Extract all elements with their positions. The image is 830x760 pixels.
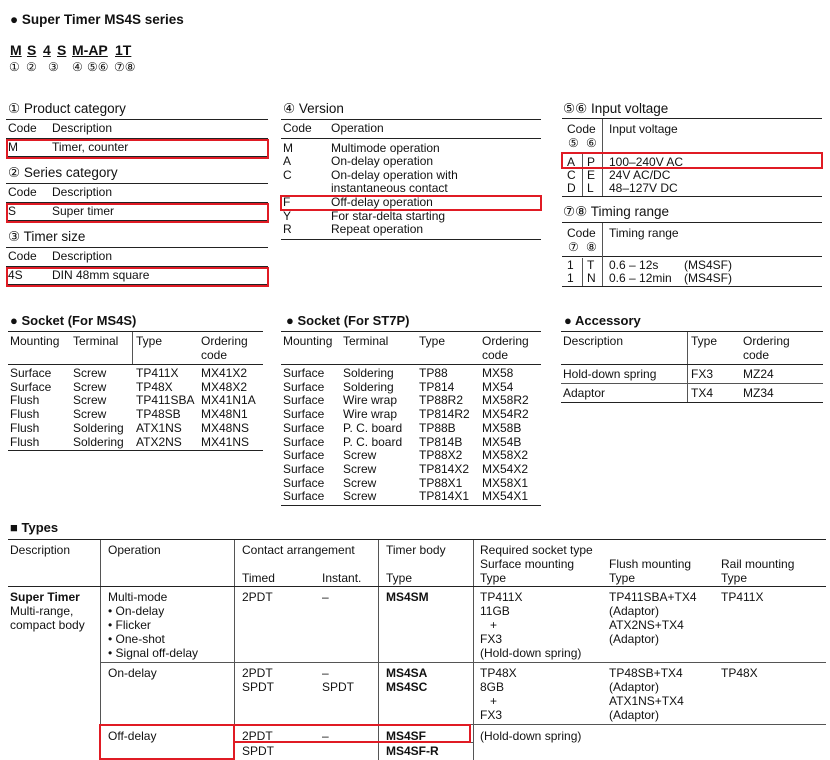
instant-cell: –	[322, 729, 329, 743]
ordering-code-cell: MX48X2	[201, 379, 248, 394]
timer-size-table	[6, 247, 268, 285]
operation-cell: Multimode operation	[331, 140, 440, 155]
page-title	[10, 12, 184, 27]
model-cell: (MS4SF)	[684, 258, 732, 272]
header-operation: Operation	[108, 543, 161, 557]
rule	[562, 286, 822, 287]
type-cell: TP814R2	[419, 407, 470, 422]
types-title	[10, 520, 58, 535]
type-cell: TP88R2	[419, 393, 464, 408]
rule	[561, 331, 823, 332]
bullet-icon: ●	[10, 12, 19, 27]
rule	[8, 331, 263, 332]
code-letter: S	[27, 42, 37, 58]
mounting-cell: Surface	[283, 448, 325, 463]
header-description: Description	[10, 543, 71, 557]
code-cell: 1	[567, 258, 574, 272]
ordering-code-cell: MX58X1	[482, 475, 529, 490]
description-cell: Super timer	[50, 202, 268, 221]
code-cell: P	[587, 155, 596, 169]
description-cell: DIN 48mm square	[50, 266, 268, 285]
divider	[582, 258, 583, 286]
type-cell: ATX1NS	[136, 420, 182, 435]
mounting-cell: Surface	[283, 393, 325, 408]
header-code: Code	[6, 184, 50, 203]
header-code: Code	[6, 120, 50, 139]
mounting-cell: Surface	[283, 379, 325, 394]
socket-ms4s-title	[10, 313, 136, 328]
code-cell	[281, 182, 329, 196]
divider	[234, 540, 235, 760]
terminal-cell: Screw	[343, 489, 377, 504]
accessory-code: MZ24	[743, 367, 774, 381]
terminal-cell: Screw	[73, 407, 107, 422]
divider	[100, 540, 101, 760]
ordering-code-cell: MX41N1A	[201, 393, 256, 408]
header-type: Type	[721, 571, 748, 585]
terminal-cell: Screw	[73, 379, 107, 394]
rule	[562, 152, 822, 153]
surface-cell: +	[490, 618, 498, 632]
code-cell: L	[587, 181, 594, 195]
header-timed: Timed	[242, 571, 275, 585]
version-title: ④ Version	[283, 101, 344, 116]
code-cell: M	[6, 138, 50, 157]
type-cell: TP814B	[419, 434, 463, 449]
divider	[687, 332, 688, 402]
flush-cell: TP48SB+TX4	[609, 666, 683, 680]
code-cell: D	[567, 181, 576, 195]
header-type: Type	[136, 334, 163, 348]
header-flush: Flush mounting	[609, 557, 692, 571]
header-operation: Operation	[329, 120, 541, 139]
accessory-code: MZ34	[743, 386, 774, 400]
timed-cell: SPDT	[242, 744, 275, 758]
flush-cell: TP411SBA+TX4	[609, 590, 697, 604]
code-cell: 4S	[6, 266, 50, 285]
rule	[562, 118, 822, 119]
terminal-cell: Soldering	[73, 420, 124, 435]
terminal-cell: Screw	[73, 393, 107, 408]
header-terminal: Terminal	[343, 334, 389, 348]
rule	[8, 586, 826, 587]
header-surface: Surface mounting	[480, 557, 575, 571]
ordering-code-cell: MX54R2	[482, 407, 529, 422]
code-cell: C	[567, 168, 576, 182]
ordering-code-cell: MX58	[482, 366, 514, 380]
rule	[281, 364, 541, 365]
operation-cell: Multi-mode	[108, 590, 168, 604]
surface-cell: (Hold-down spring)	[480, 729, 582, 743]
mounting-cell: Surface	[283, 461, 325, 476]
code-letter: M-AP	[72, 42, 108, 58]
surface-cell: TP411X	[480, 590, 523, 604]
header-description: Description	[50, 184, 268, 203]
terminal-cell: Screw	[73, 366, 107, 380]
mounting-cell: Flush	[10, 407, 40, 422]
operation-cell: Off-delay operation	[331, 194, 433, 209]
rule	[562, 222, 822, 223]
accessory-title	[564, 313, 641, 328]
code-letter: S	[57, 42, 67, 58]
terminal-cell: Screw	[343, 461, 377, 476]
flush-cell: (Adaptor)	[609, 604, 660, 618]
mounting-cell: Surface	[283, 434, 325, 449]
timer-type-cell: MS4SF-R	[386, 744, 439, 758]
accessory-type: FX3	[691, 367, 714, 381]
product-category-title: ① Product category	[8, 101, 126, 116]
surface-cell: FX3	[480, 708, 503, 722]
code-cell: T	[587, 258, 595, 272]
header-timer-body: Timer body	[386, 543, 446, 557]
flush-cell: ATX1NS+TX4	[609, 694, 684, 708]
timed-cell: 2PDT	[242, 590, 273, 604]
voltage-cell: 100–240V AC	[609, 155, 684, 169]
type-cell: TP88X1	[419, 475, 463, 490]
ordering-code	[0, 42, 200, 60]
code-letter: 4	[43, 42, 51, 58]
rule	[8, 450, 263, 451]
code-cell: A	[283, 154, 292, 169]
header-mounting: Mounting	[10, 334, 60, 348]
type-cell: TP814X1	[419, 489, 470, 504]
code-cell: E	[587, 168, 596, 182]
operation-cell: Off-delay	[108, 729, 157, 743]
type-cell: TP88B	[419, 420, 456, 435]
operation-cell: • Signal off-delay	[108, 646, 199, 660]
series-category-table	[6, 183, 268, 221]
timed-cell: 2PDT	[242, 729, 273, 743]
surface-cell: TP48X	[480, 666, 517, 680]
instant-cell: –	[322, 666, 329, 680]
highlight-box	[561, 152, 823, 169]
code-letter: 1T	[115, 42, 132, 58]
header-ordering: Ordering	[482, 334, 529, 348]
series-desc: Multi-range,	[10, 604, 74, 618]
input-voltage-title: ⑤⑥ Input voltage	[563, 101, 669, 116]
socket-st7p-title	[286, 313, 409, 328]
code-cell: A	[567, 155, 576, 169]
type-cell: TP814	[419, 379, 455, 394]
socket-ms4s-title-text: Socket (For MS4S)	[21, 313, 137, 328]
divider	[602, 119, 603, 196]
terminal-cell: P. C. board	[343, 420, 403, 435]
code-cell: Y	[283, 208, 292, 223]
code-cell: F	[283, 194, 291, 209]
mounting-cell: Flush	[10, 434, 40, 449]
subheader: ⑥	[586, 136, 597, 150]
header-code: Code	[281, 120, 329, 139]
rail-cell: TP411X	[721, 590, 764, 604]
terminal-cell: Soldering	[73, 434, 124, 449]
header-code: code	[201, 348, 228, 362]
series-category-title: ② Series category	[8, 165, 118, 180]
bullet-icon: ●	[10, 313, 18, 328]
header-rail: Rail mounting	[721, 557, 795, 571]
header-mounting: Mounting	[283, 334, 333, 348]
rule	[100, 724, 826, 725]
surface-cell: 8GB	[480, 680, 505, 694]
bullet-icon: ●	[564, 313, 572, 328]
operation-cell: On-delay	[108, 666, 157, 680]
timer-type-cell: MS4SC	[386, 680, 428, 694]
mounting-cell: Surface	[10, 379, 52, 394]
terminal-cell: P. C. board	[343, 434, 403, 449]
terminal-cell: Soldering	[343, 379, 394, 394]
rule	[234, 742, 473, 743]
mounting-cell: Surface	[283, 407, 325, 422]
version-table	[281, 119, 541, 240]
mounting-cell: Flush	[10, 393, 40, 408]
type-cell: TP88	[419, 366, 448, 380]
types-title-text: Types	[21, 520, 59, 535]
header-code: Code	[567, 226, 596, 240]
ordering-code-cell: MX41X2	[201, 366, 248, 380]
type-cell: TP411SBA	[136, 393, 195, 408]
operation-cell: instantaneous contact	[331, 181, 448, 196]
mounting-cell: Surface	[283, 489, 325, 504]
surface-cell: (Hold-down spring)	[480, 646, 582, 660]
divider	[602, 223, 603, 286]
timer-type-cell: MS4SF	[386, 729, 427, 743]
square-bullet-icon: ■	[10, 520, 18, 535]
header-type: Type	[691, 334, 718, 348]
terminal-cell: Wire wrap	[343, 407, 398, 422]
code-number: ④	[72, 60, 83, 74]
subheader: ⑤	[568, 136, 579, 150]
accessory-type: TX4	[691, 386, 714, 400]
code-number: ⑦⑧	[114, 60, 136, 74]
header-input-voltage: Input voltage	[609, 122, 678, 136]
header-timing-range: Timing range	[609, 226, 679, 240]
code-cell: N	[587, 271, 596, 285]
ordering-code-cell: MX58B	[482, 420, 522, 435]
code-number: ①	[9, 60, 20, 74]
type-cell: TP814X2	[419, 461, 470, 476]
timer-size-title: ③ Timer size	[8, 229, 86, 244]
ordering-code-cell: MX54B	[482, 434, 522, 449]
header-code: code	[482, 348, 509, 362]
ordering-code-cell: MX58X2	[482, 448, 529, 463]
code-letter: M	[10, 42, 22, 58]
header-contact: Contact arrangement	[242, 543, 355, 557]
bullet-icon: ●	[286, 313, 294, 328]
flush-cell: (Adaptor)	[609, 680, 660, 694]
mounting-cell: Surface	[283, 475, 325, 490]
operation-cell: On-delay operation	[331, 154, 434, 169]
subheader: ⑦	[568, 240, 579, 254]
code-number: ⑤⑥	[87, 60, 109, 74]
surface-cell: +	[490, 694, 498, 708]
timed-cell: 2PDT	[242, 666, 273, 680]
rule	[281, 505, 541, 506]
voltage-cell: 48–127V DC	[609, 181, 678, 195]
rule	[561, 364, 823, 365]
timing-range-title: ⑦⑧ Timing range	[563, 204, 669, 219]
socket-st7p-title-text: Socket (For ST7P)	[297, 313, 410, 328]
header-description: Description	[50, 120, 268, 139]
accessory-title-text: Accessory	[575, 313, 641, 328]
mounting-cell: Surface	[283, 420, 325, 435]
divider	[582, 154, 583, 196]
code-cell: R	[281, 223, 329, 239]
rule	[561, 383, 823, 384]
flush-cell: (Adaptor)	[609, 708, 660, 722]
subheader: ⑧	[586, 240, 597, 254]
divider	[473, 540, 474, 760]
rule	[561, 402, 823, 403]
rule	[562, 196, 822, 197]
header-type: Type	[419, 334, 446, 348]
model-cell: (MS4SF)	[684, 271, 732, 285]
header-description: Description	[50, 248, 268, 267]
rule	[562, 256, 822, 257]
rule	[100, 662, 826, 663]
timing-cell: 0.6 – 12s	[609, 258, 659, 272]
operation-cell: For star-delta starting	[331, 208, 446, 223]
rule	[8, 364, 263, 365]
code-cell: C	[283, 167, 292, 182]
mounting-cell: Surface	[283, 366, 325, 380]
divider	[132, 332, 133, 364]
terminal-cell: Wire wrap	[343, 393, 398, 408]
ordering-code-numbers	[0, 60, 200, 76]
type-cell: TP88X2	[419, 448, 463, 463]
operation-cell: On-delay operation with	[331, 167, 458, 182]
timing-cell: 0.6 – 12min	[609, 271, 672, 285]
operation-cell: Repeat operation	[329, 223, 541, 239]
flush-cell: (Adaptor)	[609, 632, 660, 646]
instant-cell: SPDT	[322, 680, 355, 694]
divider	[378, 540, 379, 760]
code-cell: 1	[567, 271, 574, 285]
mounting-cell: Flush	[10, 420, 40, 435]
code-number: ②	[26, 60, 37, 74]
operation-cell: • On-delay	[108, 604, 165, 618]
flush-cell: ATX2NS+TX4	[609, 618, 684, 632]
voltage-cell: 24V AC/DC	[609, 168, 671, 182]
header-code: Code	[6, 248, 50, 267]
accessory-description: Adaptor	[563, 386, 606, 400]
accessory-description: Hold-down spring	[563, 367, 657, 381]
code-cell: S	[6, 202, 50, 221]
terminal-cell: Screw	[343, 448, 377, 463]
code-cell: M	[283, 140, 293, 155]
code-number: ③	[48, 60, 59, 74]
series-name: Super Timer	[10, 590, 80, 604]
operation-cell: • Flicker	[108, 618, 151, 632]
header-terminal: Terminal	[73, 334, 119, 348]
header-ordering: Ordering	[201, 334, 248, 348]
type-cell: TP411X	[136, 366, 179, 380]
header-type: Type	[386, 571, 413, 585]
series-desc: compact body	[10, 618, 85, 632]
rail-cell: TP48X	[721, 666, 758, 680]
ordering-code-cell: MX54X2	[482, 461, 529, 476]
header-instant: Instant.	[322, 571, 362, 585]
type-cell: TP48X	[136, 379, 173, 394]
type-cell: TP48SB	[136, 407, 181, 422]
timer-type-cell: MS4SA	[386, 666, 428, 680]
ordering-code-cell: MX54	[482, 379, 514, 394]
timed-cell: SPDT	[242, 680, 275, 694]
rule	[281, 331, 541, 332]
title-text: Super Timer MS4S series	[21, 12, 184, 27]
header-ordering: Ordering	[743, 334, 790, 348]
header-code: code	[743, 348, 770, 362]
header-code: Code	[567, 122, 596, 136]
instant-cell: –	[322, 590, 329, 604]
mounting-cell: Surface	[10, 366, 52, 380]
surface-cell: FX3	[480, 632, 503, 646]
header-description: Description	[563, 334, 624, 348]
terminal-cell: Screw	[343, 475, 377, 490]
terminal-cell: Soldering	[343, 366, 394, 380]
ordering-code-cell: MX54X1	[482, 489, 529, 504]
header-type: Type	[609, 571, 636, 585]
ordering-code-cell: MX41NS	[201, 434, 250, 449]
ordering-code-cell: MX58R2	[482, 393, 529, 408]
header-socket: Required socket type	[480, 543, 593, 557]
header-type: Type	[480, 571, 507, 585]
ordering-code-cell: MX48NS	[201, 420, 250, 435]
type-cell: ATX2NS	[136, 434, 182, 449]
ordering-code-cell: MX48N1	[201, 407, 248, 422]
surface-cell: 11GB	[480, 604, 510, 618]
description-cell: Timer, counter	[50, 138, 268, 157]
rule	[8, 539, 826, 540]
timer-type-cell: MS4SM	[386, 590, 429, 604]
product-category-table	[6, 119, 268, 157]
operation-cell: • One-shot	[108, 632, 165, 646]
